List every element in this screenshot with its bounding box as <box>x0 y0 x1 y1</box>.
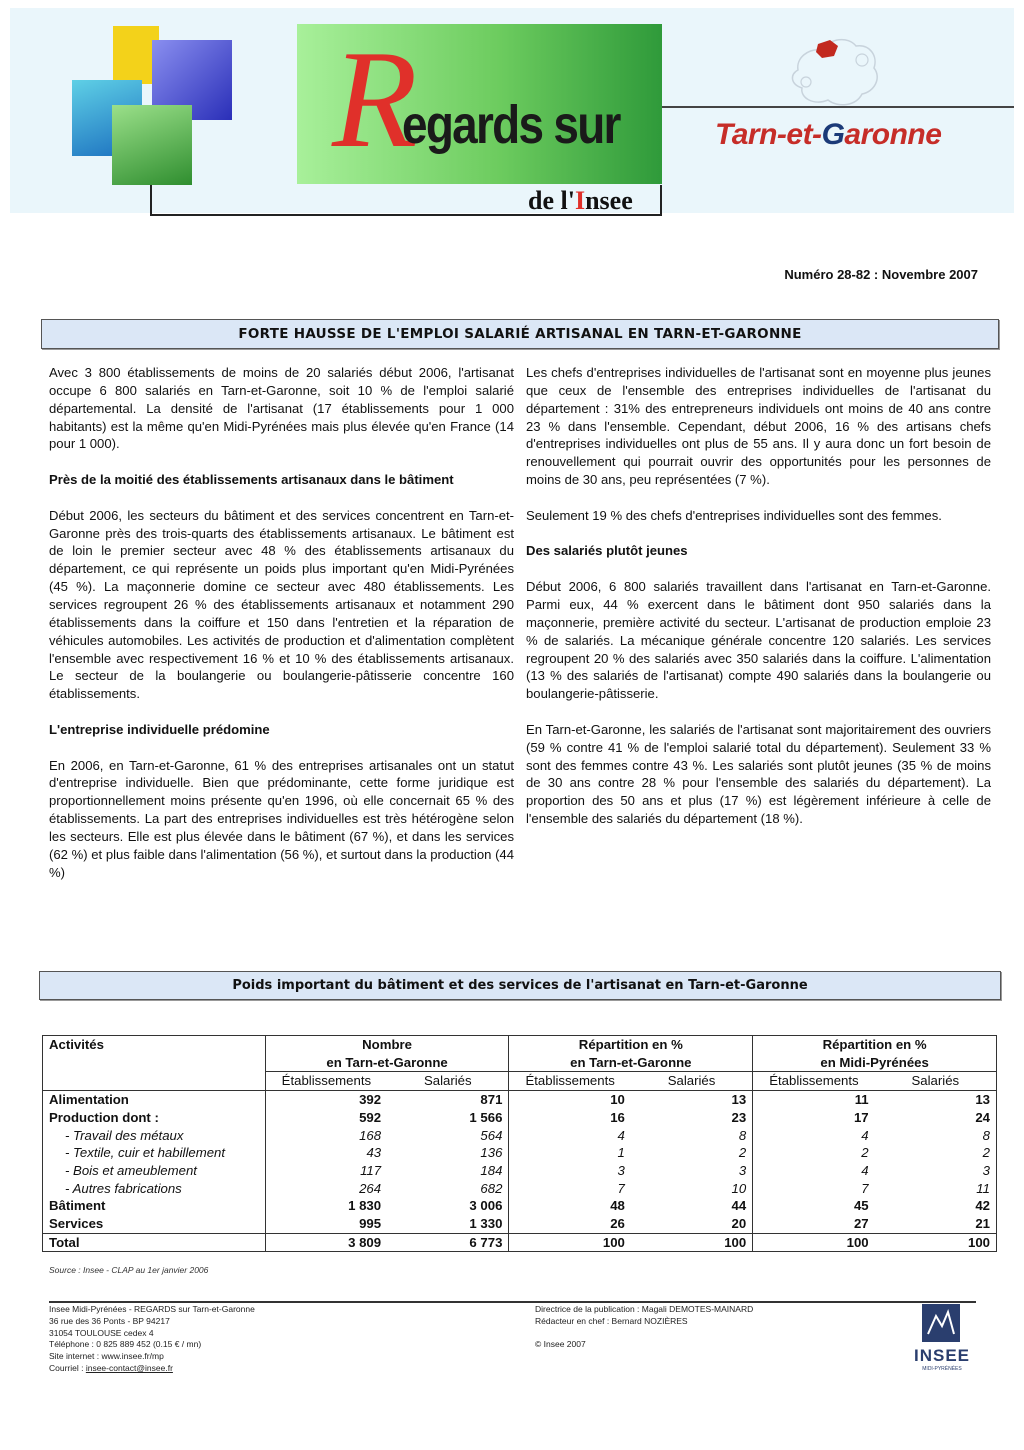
paragraph: Début 2006, les secteurs du bâtiment et des services concentrent en Tarn-et-Garonne près des trois-quarts des établissements artisanaux. Le bâtiment est de loin le premier secteur avec 48 % des établissements artisanaux du département, ce qui représente un poids plus important qu'en Midi-Pyrénées (45 %). La maçonnerie domine ce secteur avec 480 établissements. Les services regroupent 26 % des établissements artisanaux et notamment 290 établissements dans la coiffure et 150 dans l'entretien et la réparation de véhicules automobiles. Les activités de production et d'alimentation complètent l'ensemble avec respectivement 16 % et 10 % des établissements artisanaux. Le secteur de la boulangerie ou boulangerie-pâtisserie concentre 160 établissements. <box>49 507 514 702</box>
cell: 13 <box>631 1091 753 1109</box>
brand-initial: R <box>332 22 418 177</box>
cell: 7 <box>753 1180 875 1198</box>
cell: 184 <box>480 1162 503 1178</box>
subheader-salaries: Salariés <box>875 1072 997 1091</box>
header-line: en Tarn-et-Garonne <box>326 1054 448 1070</box>
paragraph: En 2006, en Tarn-et-Garonne, 61 % des entreprises artisanales ont un statut d'entreprise individuelle. Bien que prédominante, cette forme juridique est proportionnellement moins présente qu'en 1996, où elle concernait 65 % des établissements. La part des entreprises individuelles est très hétérogène selon les secteurs. Elle est plus élevée dans le bâtiment (67 %), et dans les services (62 %) et plus faible dans l'alimentation (56 %), et surtout dans la production (44 %) <box>49 757 514 880</box>
cell: 20 <box>731 1216 747 1232</box>
subheader-salaries: Salariés <box>387 1072 509 1091</box>
cell: 13 <box>875 1091 997 1109</box>
footer-rule <box>49 1301 976 1303</box>
cell: 42 <box>975 1198 990 1214</box>
paragraph: Les chefs d'entreprises individuelles de l'artisanat sont en moyenne plus jeunes que ceux de l'ensemble des entreprises individuelles de l'artisanat du département : 31% des entrepreneurs individuels ont moins de 40 ans contre 23 % dans l'ensemble. Cependant, début 2006, 16 % des artisans chefs d'entreprises individuelles ont plus de 55 ans. Il y aura donc un fort besoin de renouvellement qui pourrait ouvrir des opportunités pour les personnes de moins de 30 ans, peu représentées (7 %). <box>526 365 991 488</box>
header-line: en Midi-Pyrénées <box>820 1054 929 1070</box>
frame-line <box>150 185 152 216</box>
cell: 682 <box>480 1180 503 1196</box>
brand-sub-initial: I <box>574 186 586 215</box>
footer-line: 36 rue des 36 Ponts - BP 94217 <box>49 1315 170 1326</box>
cell: 10 <box>731 1180 747 1196</box>
paragraph: En Tarn-et-Garonne, les salariés de l'artisanat sont majoritairement des ouvriers (59 % contre 41 % de l'emploi salarié total du département). Seulement 33 % sont des femmes contre 43 %. Les salariés sont plutôt jeunes (35 % de moins de 30 ans contre 28 % pour l'ensemble des salariés du département). La proportion des 50 ans et plus (17 %) est légèrement inférieure à celle de l'ensemble des salariés du département (18 %). <box>526 721 991 827</box>
cell: 136 <box>480 1145 503 1161</box>
cell: 43 <box>265 1144 387 1162</box>
region-part: aronne <box>844 118 942 151</box>
right-column <box>526 364 991 846</box>
cell: 1 830 <box>265 1197 387 1215</box>
cell: 26 <box>509 1215 631 1233</box>
cell: 3 <box>738 1162 747 1178</box>
insee-logo-region: MIDI-PYRÉNÉES <box>922 1366 962 1372</box>
cell: 4 <box>509 1127 631 1145</box>
tarn-et-garonne-shape <box>816 40 838 58</box>
frame-line <box>660 185 662 216</box>
paragraph: Avec 3 800 établissements de moins de 20 salariés début 2006, l'artisanat occupe 6 800 salariés en Tarn-et-Garonne, soit 10 % de l'emploi salarié départemental. La densité de l'artisanat (17 établissements pour 1 000 habitants) est la même qu'en Midi-Pyrénées mais plus élevée qu'en France (14 pour 1 000). <box>49 365 514 452</box>
footer-line: Directrice de la publication : Magali DEMOTES-MAINARD <box>535 1304 754 1314</box>
row-label: Bâtiment <box>49 1198 106 1214</box>
section-heading: Près de la moitié des établissements artisanaux dans le bâtiment <box>49 472 454 488</box>
row-label: Services <box>49 1216 104 1232</box>
region-name <box>715 118 941 152</box>
cell: 3 <box>982 1162 990 1178</box>
table-row <box>43 1215 997 1233</box>
row-label: Total <box>43 1233 266 1252</box>
cell: 564 <box>480 1127 503 1143</box>
region-part: G <box>821 118 845 151</box>
table-header-row <box>43 1036 997 1072</box>
subheader-salaries: Salariés <box>631 1072 753 1091</box>
row-label: Alimentation <box>43 1091 266 1109</box>
cell: 871 <box>387 1091 509 1109</box>
cell: 21 <box>975 1216 990 1232</box>
footer-line: Site internet : www.insee.fr/mp <box>49 1351 164 1362</box>
cell: 10 <box>509 1091 631 1109</box>
col-group-header <box>265 1036 509 1072</box>
footer-credits <box>535 1304 753 1351</box>
cell: 3 <box>509 1162 631 1180</box>
cell: 117 <box>265 1162 387 1180</box>
cell: 23 <box>731 1109 747 1125</box>
issue-number: Numéro 28-82 : Novembre 2007 <box>784 267 978 282</box>
row-label: - Bois et ameublement <box>65 1162 197 1178</box>
insee-logo-mark <box>922 1304 960 1342</box>
cell: 392 <box>265 1091 387 1109</box>
brand-sub-rest: nsee <box>585 186 633 215</box>
cell: 2 <box>753 1144 875 1162</box>
insee-logo-word: INSEE <box>913 1346 971 1365</box>
cell: 168 <box>265 1127 387 1145</box>
cell: 100 <box>875 1233 997 1252</box>
header-line: Répartition en % <box>822 1037 927 1052</box>
insee-logo <box>908 1302 976 1374</box>
table-row <box>43 1197 997 1215</box>
row-label: Production dont : <box>49 1109 159 1125</box>
region-part: Tarn-et- <box>715 118 822 151</box>
brand-title: egards sur <box>402 95 620 155</box>
cell: 100 <box>753 1233 875 1252</box>
col-group-header <box>509 1036 753 1072</box>
row-label: - Autres fabrications <box>65 1180 182 1196</box>
footer-line: Insee Midi-Pyrénées - REGARDS sur Tarn-et-Garonne <box>49 1304 255 1314</box>
footer-line: Téléphone : 0 825 889 452 (0.15 € / mn) <box>49 1339 202 1350</box>
header-line: Répartition en % <box>578 1037 683 1052</box>
table-row <box>43 1109 997 1127</box>
cell: 6 773 <box>387 1233 509 1252</box>
table-body <box>43 1091 997 1252</box>
cell: 995 <box>265 1215 387 1233</box>
cell: 17 <box>753 1109 875 1127</box>
email-link[interactable]: insee-contact@insee.fr <box>85 1362 173 1373</box>
article-title-banner: FORTE HAUSSE DE L'EMPLOI SALARIÉ ARTISANAL EN TARN-ET-GARONNE <box>41 319 999 349</box>
cell: 100 <box>631 1233 753 1252</box>
footer-line: 31054 TOULOUSE cedex 4 <box>49 1327 154 1338</box>
cell: 3 809 <box>265 1233 387 1252</box>
cell: 48 <box>509 1197 631 1215</box>
cell: 264 <box>265 1180 387 1198</box>
logo-square-green <box>112 105 192 185</box>
cell: 45 <box>753 1197 875 1215</box>
cell: 3 006 <box>469 1198 503 1214</box>
cell: 44 <box>731 1198 747 1214</box>
footer-line: Rédacteur en chef : Bernard NOZIÈRES <box>535 1315 688 1326</box>
header-line: Nombre <box>362 1037 412 1052</box>
row-label: - Textile, cuir et habillement <box>65 1145 226 1161</box>
header-line: en Tarn-et-Garonne <box>570 1054 692 1070</box>
cell: 4 <box>753 1162 875 1180</box>
table-row <box>43 1180 997 1198</box>
footer-line: © Insee 2007 <box>535 1339 586 1350</box>
cell: 11 <box>753 1091 875 1109</box>
cell: 1 <box>509 1144 631 1162</box>
cell: 592 <box>265 1109 387 1127</box>
footer-line <box>49 1363 255 1375</box>
cell: 1 566 <box>469 1109 503 1125</box>
cell: 100 <box>509 1233 631 1252</box>
col-header-activites: Activités <box>49 1037 104 1052</box>
table-row <box>43 1127 997 1145</box>
cell: 7 <box>509 1180 631 1198</box>
row-label: - Travail des métaux <box>65 1127 184 1143</box>
cell: 27 <box>753 1215 875 1233</box>
col-group-header <box>753 1036 997 1072</box>
cell: 24 <box>975 1109 990 1125</box>
left-column <box>49 364 514 899</box>
table-row <box>43 1162 997 1180</box>
table-total-row <box>43 1233 997 1252</box>
data-table <box>42 1035 997 1252</box>
table-source: Source : Insee - CLAP au 1er janvier 2006 <box>49 1265 209 1275</box>
cell: 1 330 <box>469 1216 503 1232</box>
subheader-etablissements: Établissements <box>509 1072 631 1091</box>
footer-address <box>49 1304 255 1375</box>
table-row <box>43 1091 997 1109</box>
email-label: Courriel : <box>49 1362 86 1373</box>
brand-sub-prefix: de l' <box>528 186 575 215</box>
paragraph: Début 2006, 6 800 salariés travaillent dans l'artisanat en Tarn-et-Garonne. Parmi eux, 44 % exercent dans le bâtiment dont 950 salariés dans la maçonnerie, première activité du secteur. L'artisanat de production emploie 23 % de salariés. La mécanique générale concentre 120 salariés. Les services regroupent 20 % des salariés avec 350 salariés dans la coiffure. L'alimentation (13 % des salariés de l'artisanat) compte 490 salariés dans la boulangerie ou boulangerie-pâtisserie. <box>526 579 991 702</box>
table-row <box>43 1144 997 1162</box>
brand-subtitle <box>528 186 633 216</box>
cell: 2 <box>738 1145 747 1161</box>
section-heading: L'entreprise individuelle prédomine <box>49 721 270 737</box>
section-heading: Des salariés plutôt jeunes <box>526 543 688 559</box>
cell: 16 <box>509 1109 631 1127</box>
france-map-icon <box>778 30 888 110</box>
cell: 11 <box>976 1180 990 1196</box>
cell: 2 <box>982 1145 990 1161</box>
table-title-banner: Poids important du bâtiment et des services de l'artisanat en Tarn-et-Garonne <box>39 971 1001 1000</box>
cell: 4 <box>753 1127 875 1145</box>
subheader-etablissements: Établissements <box>265 1072 387 1091</box>
paragraph: Seulement 19 % des chefs d'entreprises individuelles sont des femmes. <box>526 507 942 523</box>
cell: 8 <box>982 1127 990 1143</box>
subheader-etablissements: Établissements <box>753 1072 875 1091</box>
cell: 8 <box>738 1127 747 1143</box>
